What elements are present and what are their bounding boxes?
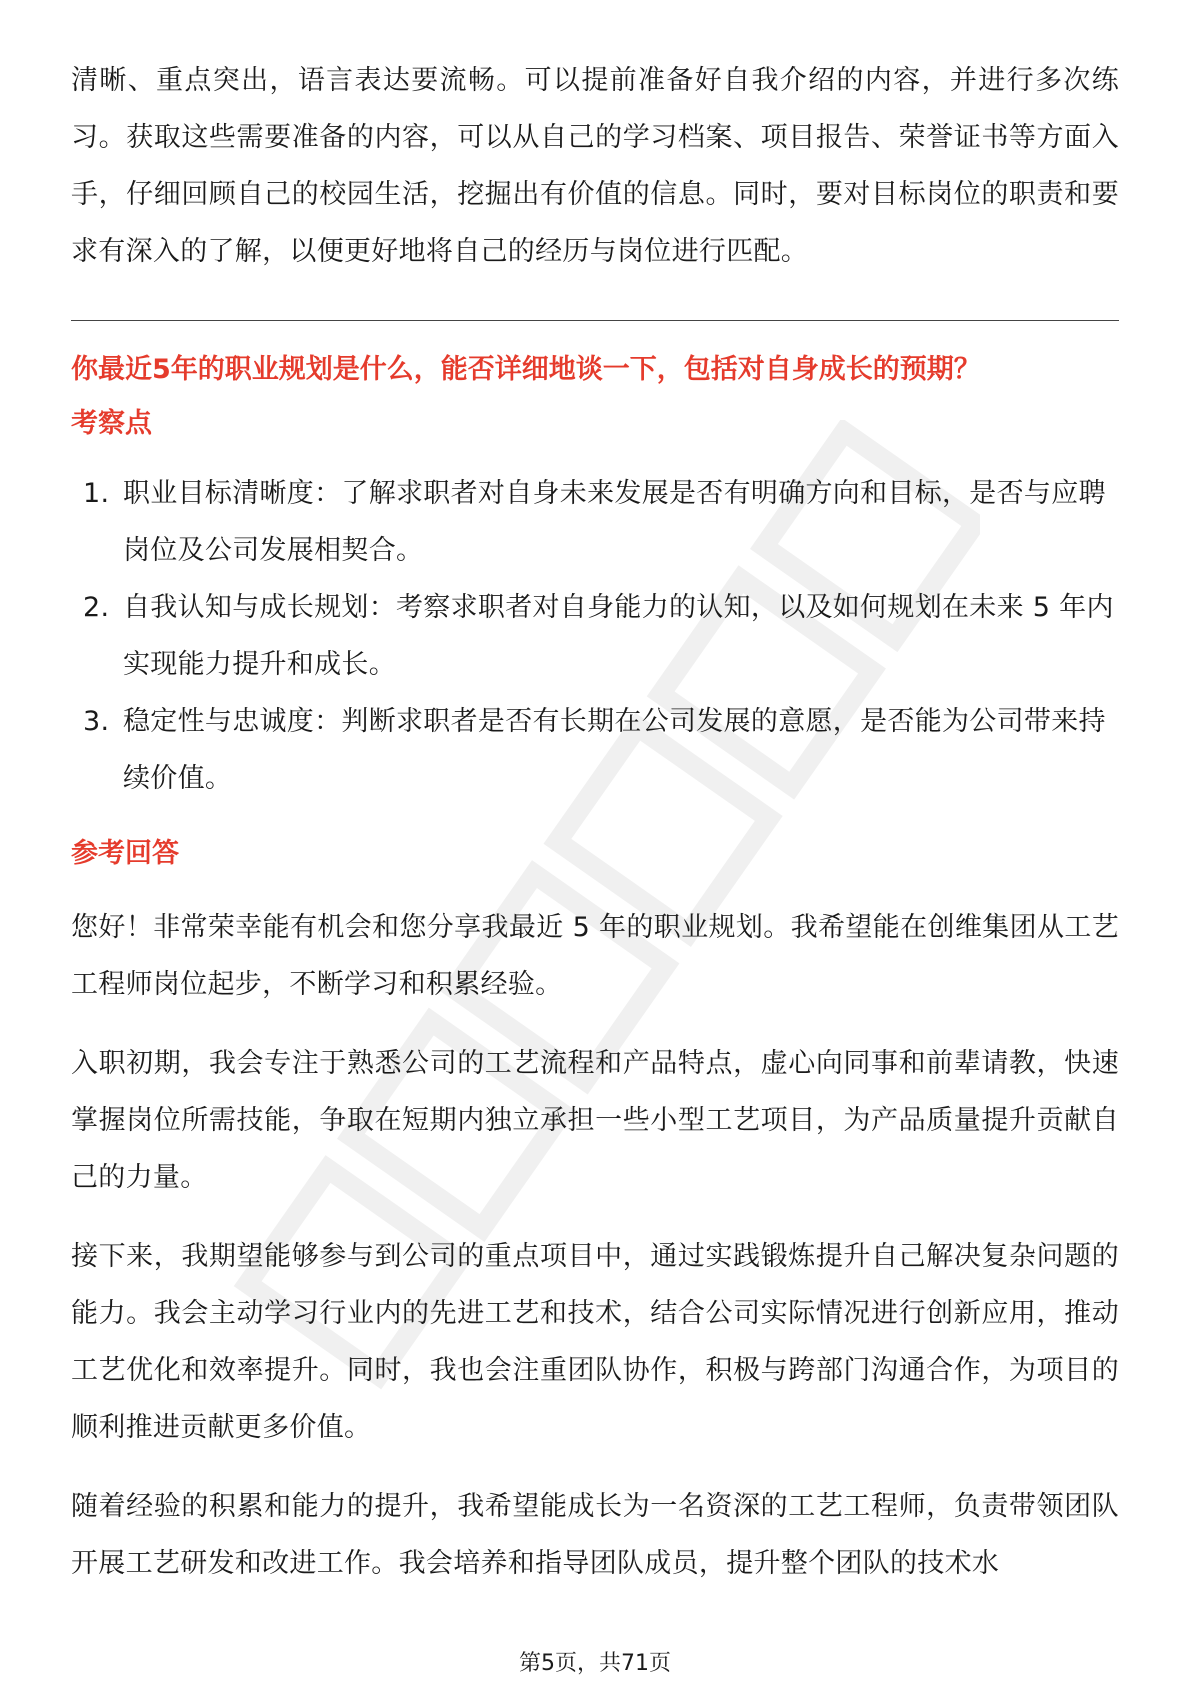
page-footer: 第5页，共71页 [519, 1651, 671, 1676]
points-label: 考察点 [71, 408, 152, 439]
answer-label: 参考回答 [71, 838, 179, 869]
intro-paragraph: 清晰、重点突出，语言表达要流畅。可以提前准备好自我介绍的内容，并进行多次练习。获取这些需要准备的内容，可以从自己的学习档案、项目报告、荣誉证书等方面入手，仔细回顾自己的校园生活，挖掘出有价值的信息。同时，要对目标岗位的职责和要求有深入的了解，以便更好地将自己的经历与岗位进行匹配。 [71, 65, 1119, 267]
list-item-number: 1. [83, 478, 110, 509]
points-list [71, 465, 1119, 807]
answer-paragraph: 随着经验的积累和能力的提升，我希望能成长为一名资深的工艺工程师，负责带领团队开展工艺研发和改进工作。我会培养和指导团队成员，提升整个团队的技术水 [71, 1491, 1119, 1579]
answer-paragraph: 接下来，我期望能够参与到公司的重点项目中，通过实践锻炼提升自己解决复杂问题的能力。我会主动学习行业内的先进工艺和技术，结合公司实际情况进行创新应用，推动工艺优化和效率提升。同时，我也会注重团队协作，积极与跨部门沟通合作，为项目的顺利推进贡献更多价值。 [71, 1241, 1119, 1443]
list-item-number: 2. [83, 592, 110, 623]
list-item-number: 3. [83, 706, 110, 737]
list-item-text: 自我认知与成长规划：考察求职者对自身能力的认知，以及如何规划在未来 5 年内实现能力提升和成长。 [123, 592, 1114, 680]
answer-block [71, 899, 1119, 1592]
main-content [71, 52, 1119, 1592]
list-item [71, 693, 1119, 807]
question-title: 你最近5年的职业规划是什么，能否详细地谈一下，包括对自身成长的预期？ [71, 354, 981, 385]
list-item-text: 职业目标清晰度：了解求职者对自身未来发展是否有明确方向和目标，是否与应聘岗位及公司发展相契合。 [123, 478, 1106, 566]
answer-paragraph: 您好！非常荣幸能有机会和您分享我最近 5 年的职业规划。我希望能在创维集团从工艺工程师岗位起步，不断学习和积累经验。 [71, 912, 1119, 1000]
answer-paragraph: 入职初期，我会专注于熟悉公司的工艺流程和产品特点，虚心向同事和前辈请教，快速掌握岗位所需技能，争取在短期内独立承担一些小型工艺项目，为产品质量提升贡献自己的力量。 [71, 1048, 1119, 1193]
list-item-text: 稳定性与忠诚度：判断求职者是否有长期在公司发展的意愿，是否能为公司带来持续价值。 [123, 706, 1106, 794]
list-item [71, 579, 1119, 693]
section-divider [71, 320, 1119, 321]
list-item [71, 465, 1119, 579]
